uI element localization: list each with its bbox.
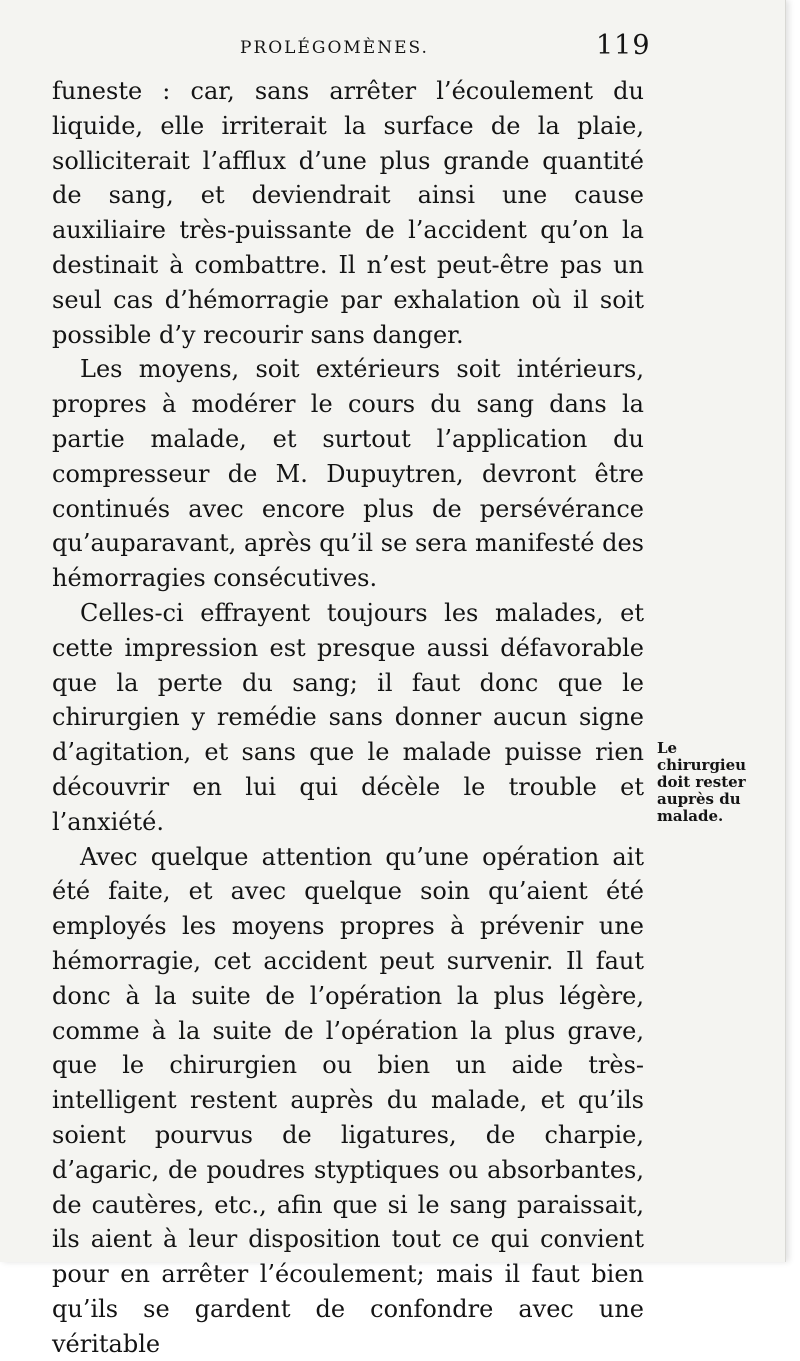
margin-note: Le chirurgieu doit rester auprès du malade.	[657, 739, 747, 825]
page-number: 119	[596, 30, 651, 61]
paragraph-1: funeste : car, sans arrêter l’écoulement du liquide, elle irriterait la surface de la plaie, solliciterait l’afflux d’une plus grande quantité de sang, et deviendrait ainsi une cause auxiliaire très-puissante de l’accident qu’on la destinait à combattre. Il n’est peut-être pas un seul cas d’hémorragie par exhalation où il soit possible d’y recourir sans danger.	[52, 77, 644, 349]
paragraph-4: Avec quelque attention qu’une opération ait été faite, et avec quelque soin qu’aient été employés les moyens propres à prévenir une hémorragie, cet accident peut survenir. Il faut donc à la suite de l’opération la plus légère, comme à la suite de l’opération la plus grave, que le chirurgien ou bien un aide très-intelligent restent auprès du malade, et qu’ils soient pourvus de ligatures, de charpie, d’agaric, de poudres styptiques ou absorbantes, de cautères, etc., afin que si le sang paraissait, ils aient à leur disposition tout ce qui convient pour en arrêter l’écoulement; mais il faut bien qu’ils se gardent de confondre avec une véritable	[52, 842, 644, 1358]
running-head: PROLÉGOMÈNES.	[240, 38, 429, 58]
paragraph-2: Les moyens, soit extérieurs soit intérieurs, propres à modérer le cours du sang dans la partie malade, et surtout l’application du compresseur de M. Dupuytren, devront être continués avec encore plus de persévérance qu’auparavant, après qu’il se sera manifesté des hémorragies consécutives.	[52, 355, 644, 593]
main-text	[52, 74, 644, 1361]
paragraph-3: Celles-ci effrayent toujours les malades, et cette impression est presque aussi défavorable que la perte du sang; il faut donc que le chirurgien y remédie sans donner aucun signe d’agitation, et sans que le malade puisse rien découvrir en lui qui décèle le trouble et l’anxiété.	[52, 598, 644, 836]
